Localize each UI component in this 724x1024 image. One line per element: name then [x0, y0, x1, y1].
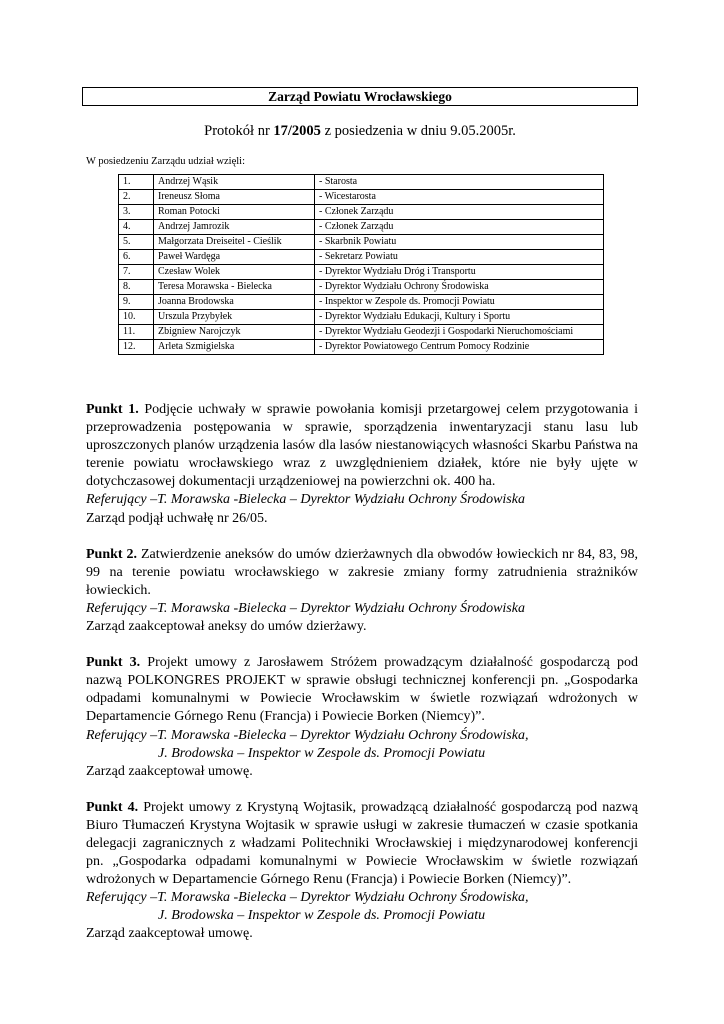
- member-role: - Dyrektor Wydziału Dróg i Transportu: [315, 265, 604, 280]
- member-number: 5.: [119, 235, 154, 250]
- table-row: [119, 235, 604, 250]
- protocol-number: 17/2005: [273, 123, 321, 139]
- agenda-item-referent: Referujący –T. Morawska -Bielecka – Dyrektor Wydziału Ochrony Środowiska,: [86, 890, 529, 906]
- agenda-item-description: Podjęcie uchwały w sprawie powołania komisji przetargowej celem przygotowania i przeprowadzenia postępowania w sprawie, sporządzenia inwentaryzacji stanu lasu lub uproszczonych planów urządzenia lasów dla lasów niestanowiących własności Skarbu Państwa na terenie powiatu wrocławskiego wraz z uwzględnieniem działek, które nie były ujęte w dotychczasowej dokumentacji urządzeniowej na powierzchni ok. 400 ha.: [86, 402, 638, 490]
- member-number: 12.: [119, 340, 154, 355]
- agenda-item-referent-secondary: J. Brodowska – Inspektor w Zespole ds. Promocji Powiatu: [158, 908, 486, 924]
- member-role: - Starosta: [315, 175, 604, 190]
- agenda-item-description: Projekt umowy z Krystyną Wojtasik, prowadzącą działalność gospodarczą pod nazwą Biuro Tłumaczeń Krystyna Wojtasik w sprawie usługi w zakresie tłumaczeń w czasie spotkania delegacji zagranicznych z władzami Politechniki Wrocławskiej i międzynarodowej konferencji pn. „Gospodarka odpadami komunalnymi w Powiecie Wrocławskim w świetle rozwiązań wdrożonych w Departamencie Górnego Renu (Francja) i Powiecie Borken (Niemcy)”.: [86, 799, 638, 888]
- agenda-item-decision: Zarząd zaakceptował umowę.: [86, 763, 253, 779]
- protocol-prefix: Protokół nr: [204, 123, 274, 139]
- table-row: [119, 205, 604, 220]
- member-number: 6.: [119, 250, 154, 265]
- member-number: 9.: [119, 295, 154, 310]
- member-name: Teresa Morawska - Bielecka: [154, 280, 315, 295]
- member-name: Urszula Przybyłek: [154, 310, 315, 325]
- table-row: [119, 295, 604, 310]
- member-number: 2.: [119, 190, 154, 205]
- agenda-item-decision: Zarząd zaakceptował aneksy do umów dzierżawy.: [86, 619, 367, 635]
- agenda-item-text: [86, 799, 638, 889]
- member-role: - Wicestarosta: [315, 190, 604, 205]
- agenda-item-referent: Referujący –T. Morawska -Bielecka – Dyrektor Wydziału Ochrony Środowiska: [86, 492, 525, 508]
- member-name: Roman Potocki: [154, 205, 315, 220]
- member-name: Czesław Wolek: [154, 265, 315, 280]
- member-role: - Członek Zarządu: [315, 205, 604, 220]
- table-row: [119, 175, 604, 190]
- agenda-item-label: Punkt 1.: [86, 402, 139, 417]
- agenda-item-label: Punkt 4.: [86, 799, 139, 815]
- agenda-item-decision: Zarząd podjął uchwałę nr 26/05.: [86, 510, 268, 526]
- table-row: [119, 340, 604, 355]
- member-name: Joanna Brodowska: [154, 295, 315, 310]
- member-number: 8.: [119, 280, 154, 295]
- table-row: [119, 265, 604, 280]
- member-role: - Dyrektor Wydziału Geodezji i Gospodarki Nieruchomościami: [315, 325, 604, 340]
- table-row: [119, 280, 604, 295]
- table-row: [119, 325, 604, 340]
- member-role: - Dyrektor Powiatowego Centrum Pomocy Rodzinie: [315, 340, 604, 355]
- table-row: [119, 190, 604, 205]
- agenda-item-description: Projekt umowy z Jarosławem Stróżem prowadzącym działalność gospodarczą pod nazwą POLKONGRES PROJEKT w sprawie obsługi technicznej konferencji pn. „Gospodarka odpadami komunalnymi w Powiecie Wrocławskim w świetle rozwiązań wdrożonych w Departamencie Górnego Renu (Francja) i Powiecie Borken (Niemcy)”.: [86, 655, 639, 725]
- attendance-label: W posiedzeniu Zarządu udział wzięli:: [86, 156, 245, 167]
- member-number: 10.: [119, 310, 154, 325]
- member-number: 4.: [119, 220, 154, 235]
- member-name: Ireneusz Słoma: [154, 190, 315, 205]
- agenda-item: [86, 654, 638, 781]
- member-name: Małgorzata Dreiseitel - Cieślik: [154, 235, 315, 250]
- agenda-item-text: [86, 546, 638, 600]
- agenda-item-referent: Referujący –T. Morawska -Bielecka – Dyrektor Wydziału Ochrony Środowiska: [86, 600, 525, 616]
- agenda-item-text: [86, 401, 638, 491]
- member-role: - Dyrektor Wydziału Ochrony Środowiska: [315, 280, 604, 295]
- member-role: - Dyrektor Wydziału Edukacji, Kultury i Sportu: [315, 310, 604, 325]
- member-role: - Sekretarz Powiatu: [315, 250, 604, 265]
- agenda-item-decision: Zarząd zaakceptował umowę.: [86, 926, 253, 942]
- agenda-item-description: Zatwierdzenie aneksów do umów dzierżawnych dla obwodów łowieckich nr 84, 83, 98, 99 na terenie powiatu wrocławskiego w zakresie zmiany formy zatrudnienia strażników łowieckich.: [86, 546, 638, 598]
- agenda-item: [86, 799, 638, 944]
- member-name: Andrzej Wąsik: [154, 175, 315, 190]
- member-name: Paweł Wardęga: [154, 250, 315, 265]
- document-title: Zarząd Powiatu Wrocławskiego: [82, 87, 638, 106]
- member-name: Andrzej Jamrozik: [154, 220, 315, 235]
- agenda-item: [86, 401, 638, 528]
- protocol-suffix: z posiedzenia w dniu 9.05.2005r.: [320, 123, 516, 139]
- agenda-items: [86, 401, 638, 962]
- agenda-item-referent-secondary: J. Brodowska – Inspektor w Zespole ds. Promocji Powiatu: [158, 745, 486, 761]
- member-number: 3.: [119, 205, 154, 220]
- protocol-heading: [82, 122, 638, 140]
- agenda-item: [86, 546, 638, 636]
- members-table: [118, 174, 604, 355]
- member-name: Arleta Szmigielska: [154, 340, 315, 355]
- member-name: Zbigniew Narojczyk: [154, 325, 315, 340]
- agenda-item-label: Punkt 3.: [86, 655, 141, 671]
- table-row: [119, 220, 604, 235]
- table-row: [119, 310, 604, 325]
- agenda-item-text: [86, 654, 638, 726]
- member-role: - Skarbnik Powiatu: [315, 235, 604, 250]
- member-number: 11.: [119, 325, 154, 340]
- member-role: - Członek Zarządu: [315, 220, 604, 235]
- member-number: 7.: [119, 265, 154, 280]
- member-number: 1.: [119, 175, 154, 190]
- member-role: - Inspektor w Zespole ds. Promocji Powiatu: [315, 295, 604, 310]
- table-row: [119, 250, 604, 265]
- agenda-item-referent: Referujący –T. Morawska -Bielecka – Dyrektor Wydziału Ochrony Środowiska,: [86, 727, 529, 743]
- agenda-item-label: Punkt 2.: [86, 546, 138, 562]
